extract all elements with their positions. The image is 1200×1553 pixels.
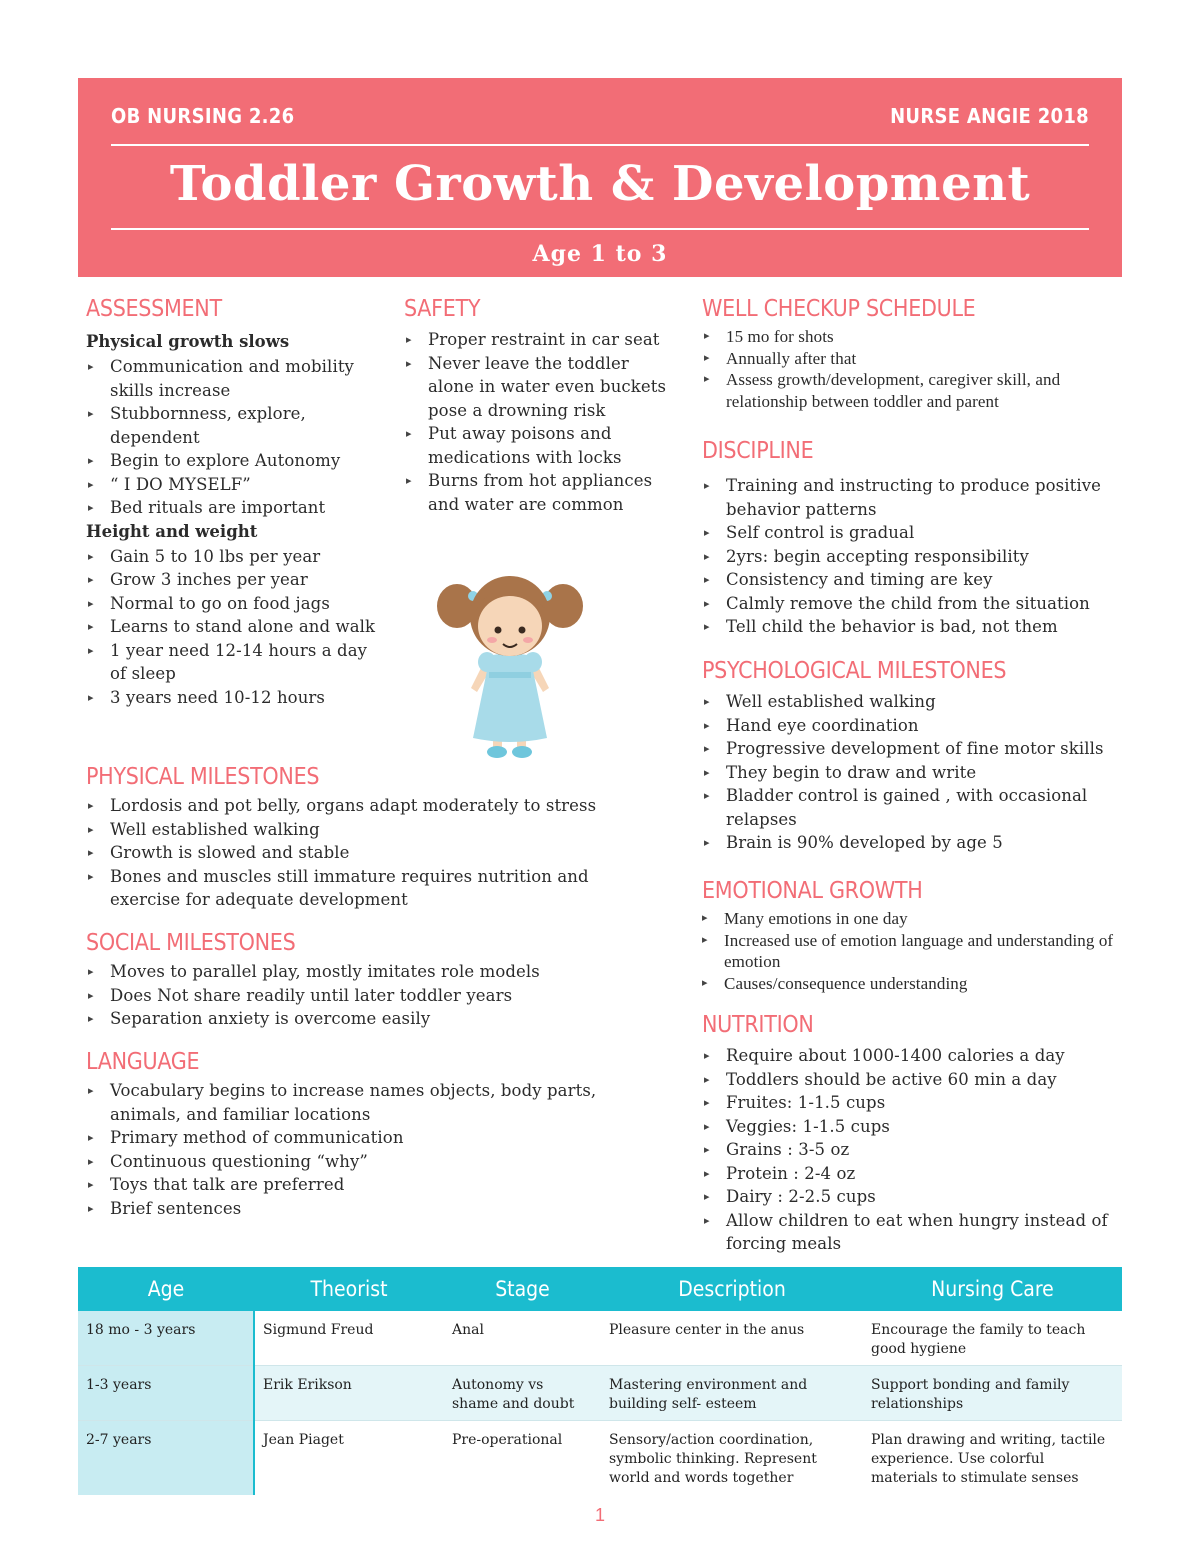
table-cell: Sigmund Freud: [254, 1311, 444, 1366]
header-nursing-care: Nursing Care: [863, 1267, 1122, 1311]
emotional-section: [702, 876, 1132, 994]
assessment-section: [86, 294, 386, 709]
list-item: ▸ Growth is slowed and stable: [78, 841, 646, 865]
list-item: ▸ Fruites: 1-1.5 cups: [694, 1091, 1132, 1115]
list-item: ▸ Moves to parallel play, mostly imitates role models: [78, 960, 646, 984]
psych-heading: PSYCHOLOGICAL MILESTONES: [702, 658, 1007, 684]
table-cell: 18 mo - 3 years: [78, 1311, 254, 1366]
social-heading: SOCIAL MILESTONES: [86, 930, 296, 956]
list-item: ▸ Separation anxiety is overcome easily: [78, 1007, 646, 1031]
physical-list: [78, 794, 646, 912]
list-item: ▸ Training and instructing to produce positive behavior patterns: [694, 474, 1132, 521]
list-item: ▸ Tell child the behavior is bad, not them: [694, 615, 1132, 639]
header-description: Description: [601, 1267, 863, 1311]
table-row: [78, 1421, 1122, 1496]
list-item: ▸ Does Not share readily until later toddler years: [78, 984, 646, 1008]
list-item: ▸ They begin to draw and write: [694, 761, 1132, 785]
theorist-table: [78, 1267, 1122, 1495]
psych-list: [694, 690, 1132, 855]
list-item: ▸ Veggies: 1-1.5 cups: [694, 1115, 1132, 1139]
wellcheck-list: [694, 326, 1132, 412]
list-item: ▸ Require about 1000-1400 calories a day: [694, 1044, 1132, 1068]
table-cell: Jean Piaget: [254, 1421, 444, 1496]
list-item: ▸ Learns to stand alone and walk: [78, 615, 386, 639]
list-item: ▸ Progressive development of fine motor skills: [694, 737, 1132, 761]
list-item: ▸ Normal to go on food jags: [78, 592, 386, 616]
list-item: ▸ Allow children to eat when hungry instead of forcing meals: [694, 1209, 1132, 1256]
table-cell: Pleasure center in the anus: [601, 1311, 863, 1366]
table-cell: Plan drawing and writing, tactile experience. Use colorful materials to stimulate senses: [863, 1421, 1122, 1496]
assessment-list-2: [78, 545, 386, 710]
assessment-sub2: Height and weight: [86, 521, 258, 541]
safety-list: [396, 328, 676, 516]
list-item: ▸ Lordosis and pot belly, organs adapt moderately to stress: [78, 794, 646, 818]
table-row: [78, 1366, 1122, 1421]
list-item: ▸ Protein : 2-4 oz: [694, 1162, 1132, 1186]
header-age: Age: [78, 1267, 254, 1311]
header-theorist: Theorist: [254, 1267, 444, 1311]
list-item: ▸ Well established walking: [78, 818, 646, 842]
nutrition-list: [694, 1044, 1132, 1256]
list-item: ▸ Put away poisons and medications with locks: [396, 422, 676, 469]
discipline-heading: DISCIPLINE: [702, 438, 814, 464]
list-item: ▸ Communication and mobility skills increase: [78, 355, 386, 402]
psych-section: [702, 656, 1132, 855]
list-item: ▸ Gain 5 to 10 lbs per year: [78, 545, 386, 569]
list-item: ▸ Hand eye coordination: [694, 714, 1132, 738]
list-item: ▸ Begin to explore Autonomy: [78, 449, 386, 473]
list-item: ▸ 2yrs: begin accepting responsibility: [694, 545, 1132, 569]
page-subtitle: Age 1 to 3: [532, 241, 668, 267]
table-cell: Mastering environment and building self- esteem: [601, 1366, 863, 1421]
table-cell: 2-7 years: [78, 1421, 254, 1496]
social-list: [78, 960, 646, 1031]
list-item: ▸ Primary method of communication: [78, 1126, 646, 1150]
language-section: [86, 1047, 646, 1220]
wellcheck-section: [702, 294, 1132, 412]
author-label: NURSE ANGIE 2018: [890, 104, 1089, 128]
discipline-list: [694, 474, 1132, 639]
assessment-heading: ASSESSMENT: [86, 296, 222, 322]
list-item: ▸ Grow 3 inches per year: [78, 568, 386, 592]
list-item: ▸ Burns from hot appliances and water are common: [396, 469, 676, 516]
discipline-section: [702, 436, 1132, 639]
list-item: ▸ Bed rituals are important: [78, 496, 386, 520]
list-item: ▸ 1 year need 12-14 hours a day of sleep: [78, 639, 386, 686]
nutrition-section: [702, 1010, 1132, 1256]
header-banner: [78, 78, 1122, 277]
list-item: ▸ Toys that talk are preferred: [78, 1173, 646, 1197]
list-item: ▸ Assess growth/development, caregiver skill, and relationship between toddler and parent: [694, 369, 1132, 412]
physical-section: [86, 762, 646, 912]
list-item: ▸ Self control is gradual: [694, 521, 1132, 545]
list-item: ▸ Bones and muscles still immature requires nutrition and exercise for adequate development: [78, 865, 646, 912]
list-item: ▸ Toddlers should be active 60 min a day: [694, 1068, 1132, 1092]
toddler-girl-icon: [435, 556, 585, 761]
assessment-sub1: Physical growth slows: [86, 332, 290, 351]
social-section: [86, 928, 646, 1031]
list-item: ▸ Consistency and timing are key: [694, 568, 1132, 592]
table-cell: Encourage the family to teach good hygiene: [863, 1311, 1122, 1366]
list-item: ▸ 3 years need 10-12 hours: [78, 686, 386, 710]
safety-heading: SAFETY: [404, 296, 481, 322]
list-item: ▸ 15 mo for shots: [694, 326, 1132, 348]
list-item: ▸ Never leave the toddler alone in water even buckets pose a drowning risk: [396, 352, 676, 423]
list-item: ▸ Stubbornness, explore, dependent: [78, 402, 386, 449]
header-stage: Stage: [444, 1267, 601, 1311]
language-heading: LANGUAGE: [86, 1049, 200, 1075]
table-cell: Sensory/action coordination, symbolic thinking. Represent world and words together: [601, 1421, 863, 1496]
physical-heading: PHYSICAL MILESTONES: [86, 764, 320, 790]
nutrition-heading: NUTRITION: [702, 1012, 814, 1038]
list-item: ▸ Brain is 90% developed by age 5: [694, 831, 1132, 855]
page-number: 1: [594, 1505, 605, 1525]
list-item: ▸ Proper restraint in car seat: [396, 328, 676, 352]
safety-section: [404, 294, 676, 516]
table-cell: 1-3 years: [78, 1366, 254, 1421]
list-item: ▸ Vocabulary begins to increase names objects, body parts, animals, and familiar locations: [78, 1079, 646, 1126]
toddler-illustration: [435, 556, 585, 761]
list-item: ▸ Continuous questioning “why”: [78, 1150, 646, 1174]
table-cell: Support bonding and family relationships: [863, 1366, 1122, 1421]
list-item: ▸ Well established walking: [694, 690, 1132, 714]
emotional-heading: EMOTIONAL GROWTH: [702, 878, 923, 904]
page-title: Toddler Growth & Development: [169, 156, 1031, 212]
wellcheck-heading: WELL CHECKUP SCHEDULE: [702, 296, 976, 322]
list-item: ▸ Dairy : 2-2.5 cups: [694, 1185, 1132, 1209]
banner-divider-top: [111, 144, 1089, 146]
banner-divider-bottom: [111, 228, 1089, 230]
list-item: ▸ Increased use of emotion language and understanding of emotion: [692, 930, 1132, 973]
table-cell: Pre-operational: [444, 1421, 601, 1496]
list-item: ▸ “ I DO MYSELF”: [78, 473, 386, 497]
table-header-row: [78, 1267, 1122, 1311]
table-cell: Anal: [444, 1311, 601, 1366]
list-item: ▸ Grains : 3-5 oz: [694, 1138, 1132, 1162]
list-item: ▸ Many emotions in one day: [692, 908, 1132, 930]
emotional-list: [692, 908, 1132, 994]
list-item: ▸ Calmly remove the child from the situation: [694, 592, 1132, 616]
list-item: ▸ Bladder control is gained , with occasional relapses: [694, 784, 1132, 831]
table-cell: Autonomy vs shame and doubt: [444, 1366, 601, 1421]
table-cell: Erik Erikson: [254, 1366, 444, 1421]
table-row: [78, 1311, 1122, 1366]
language-list: [78, 1079, 646, 1220]
list-item: ▸ Causes/consequence understanding: [692, 973, 1132, 995]
list-item: ▸ Brief sentences: [78, 1197, 646, 1221]
assessment-list-1: [78, 355, 386, 520]
banner-top-row: [111, 104, 1089, 128]
course-label: OB NURSING 2.26: [111, 104, 295, 128]
list-item: ▸ Annually after that: [694, 348, 1132, 370]
